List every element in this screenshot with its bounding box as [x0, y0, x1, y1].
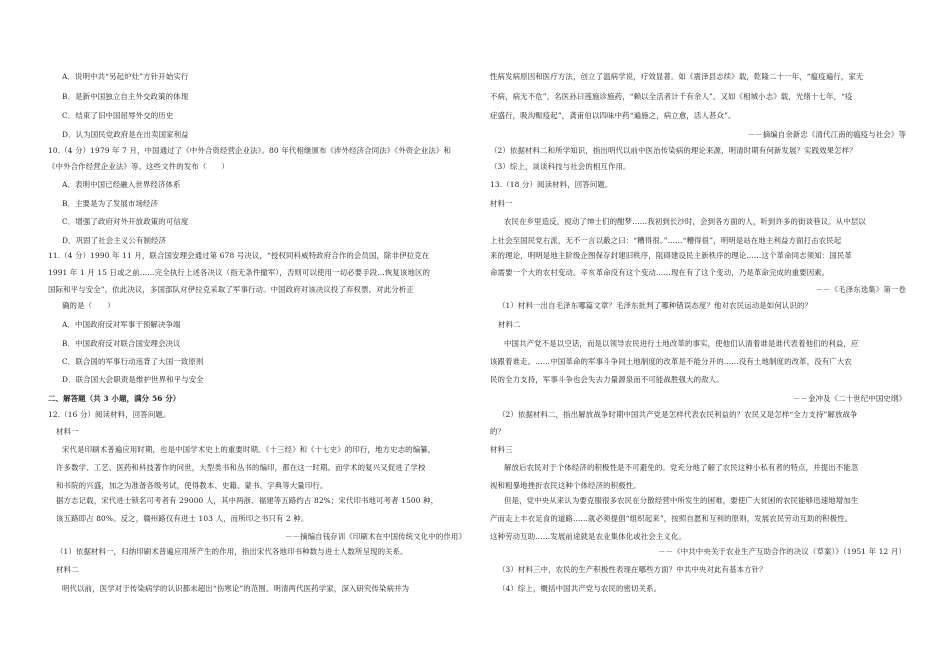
left-text-line: A．表明中国已经融入世界经济体系	[62, 180, 181, 189]
left-text-line: 1991 年 1 月 15 日或之前……完全执行上述各决议（指无条件撤军），否则可以使用一切必要手段…恢复该地区的	[48, 268, 431, 277]
left-text-line: D．巩固了社会主义公有制经济	[62, 236, 167, 245]
right-text-line: 症盛行，吸沟赈疫起”，龚甫伯以四味中药“遍施之，病立愈，活人甚众”。	[490, 111, 736, 120]
left-text-line: 和书院的兴盛，加之为准备各级考试，使得教本、史籍、蒙书、字典等大量印行。	[56, 481, 328, 490]
left-text-line: 材料一	[56, 427, 79, 436]
left-text-line: 10.（4 分）1979 年 7 月，中国通过了《中外合资经营企业法》。80 年代相继颁布《涉外经济合同法》《外资企业法》和	[48, 146, 451, 155]
right-text-line: 这种劳动互助……发展前途就是农业集体化或社会主义化。	[490, 532, 687, 541]
right-text-line: 民的全力支持，军事斗争也会失去力量源泉而不可能战胜强大的敌人。	[490, 375, 724, 384]
left-text-line: 明代以前，医学对于传染病学的认识都未超出“伤寒论”的范围。明清两代医药学家，深入研究传染病并为	[62, 584, 410, 593]
right-text-line: （4）综上，概括中国共产党与农民的密切关系。	[498, 584, 662, 593]
right-text-line: －－金冲及《二十世纪中国史纲》	[792, 394, 906, 403]
left-text-line: －－摘编自钱存训《印刷术在中国传统文化中的作用》	[285, 532, 466, 541]
right-text-line: 不病，病无不危”，名医孙曰莲施诊施药，“赖以全活者计千有余人”。又如《相城小志》载，光绪十七年，“疫	[490, 92, 853, 101]
right-text-line: －－《毛泽东选集》第一卷	[815, 285, 906, 294]
right-text-line: （2）依据材料二和所学知识，指出明代以前中医治传染病的理论来源，明清时期有何新发展？实践效果怎样？	[490, 146, 857, 155]
left-text-line: B．中国政府反对联合国安理会决议	[62, 339, 181, 348]
right-text-line: （3）综上，谈谈科技与社会的相互作用。	[490, 162, 631, 171]
left-text-line: A．中国政府反对军事干预解决争端	[62, 320, 181, 329]
left-text-line: D．认为国民党政府是在出卖国家利益	[62, 130, 189, 139]
left-text-line: 二、解答题（共 3 小题，满分 56 分）	[48, 394, 181, 403]
left-text-line: 材料二	[56, 565, 79, 574]
right-text-line: 农民在乡里造反，搅动了绅士们的酣梦……我初到长沙时，会到各方面的人，听到许多的街谈巷议。从中层以	[504, 217, 866, 226]
left-text-line: 《中外合作经营企业法》等。这些文件的发布（ ）	[48, 162, 229, 171]
right-text-line: 视和粗暴地挫折农民这种个体经济的积极性。	[490, 481, 641, 490]
right-text-line: 该跟着谁走。……中国革命的军事斗争同土地制度的改革是不能分开的……没有土地制度的改革，没有广大农	[490, 357, 852, 366]
right-text-line: 13.（18 分）阅读材料，回答问题。	[490, 180, 613, 189]
left-text-line: 确的是（ ）	[62, 301, 115, 310]
right-text-line: 材料二	[498, 320, 521, 329]
right-text-line: （3）材料三中，农民的生产积极性表现在哪些方面？中共中央对此有基本方针？	[498, 565, 767, 574]
right-text-line: 解放后农民对于个体经济的积极性是不可避免的。党充分地了解了农民这种小私有者的特点，并提出不能忽	[504, 463, 859, 472]
left-text-line: C．联合国的军事行动违背了大国一致原则	[62, 357, 204, 366]
left-text-line: 该五路即占 80%。反之，赣州路仅有进士 103 人，而所印之书只有 2 种。	[56, 514, 309, 523]
left-text-line: 宋代是印刷术普遍应用时期，也是中国学术史上的重要时期。《十三经》和《十七史》的印行，地方史志的编纂，	[62, 445, 436, 454]
left-text-line: 12.（16 分）阅读材料，回答问题。	[48, 410, 171, 419]
left-text-line: 11.（4 分）1990 年 11 月，联合国安理会通过第 678 号决议，“授权同科威特政府合作的会员国，除非伊拉克在	[48, 251, 430, 260]
right-text-line: 的？	[490, 427, 506, 436]
right-text-line: 材料一	[490, 199, 513, 208]
right-text-line: 产而走上丰衣足食的道路……就必须提倡“组织起来”，按照自愿和互利的原则，发展农民劳动互助的积极性。	[490, 514, 853, 523]
right-text-line: 但是，党中央从来认为要克服很多农民在分散经营中所发生的困难，要使广大贫困的农民能够迅速地增加生	[504, 496, 859, 505]
left-text-line: C．增强了政府对外开放政策的可信度	[62, 217, 189, 226]
right-text-line: 来的理论，明明是地主阶级企图保存封建旧秩序，阻碍建设民主新秩序的理论……这个革命同志须知：国民革	[490, 251, 852, 260]
right-text-line: －－摘编自余新忠《清代江南的瘟疫与社会》等	[747, 130, 906, 139]
left-text-line: B．主要是为了发展市场经济	[62, 199, 159, 208]
right-text-line: （1）材料一出自毛泽东哪篇文章？毛泽东批判了哪种错误态度？他对农民运动是如何认识的？	[498, 301, 813, 310]
right-text-line: 命需要一个大的农村变动。辛亥革命没有这个变动……现在有了这个变动，乃是革命完成的重要因素。	[490, 268, 830, 277]
right-text-line: （2）依据材料二，指出解放战争时期中国共产党是怎样代表农民利益的？农民又是怎样“全力支持”解放战争	[498, 410, 858, 419]
left-text-line: 许多数学、工艺、医药和科技著作的问世，大型类书和丛书的编印，都在这一时期。而学术的复兴又促进了学校	[56, 463, 426, 472]
left-text-line: B．是新中国独立自主外交政策的体现	[62, 92, 189, 101]
left-text-line: A．说明中共“另起炉灶”方针开始实行	[62, 72, 189, 81]
right-text-line: 性病发病原因和医疗方法，创立了温病学说，疗效显著。如《震泽县志续》载，乾隆二十一年，“瘟疫遍行，家无	[490, 72, 864, 81]
left-text-line: D．联合国大会职责是维护世界和平与安全	[62, 375, 204, 384]
left-text-line: 国际和平与安全”，依此决议，多国部队对伊拉克采取了军事行动。中国政府对该决议投了弃权票。对此分析正	[48, 285, 414, 294]
left-text-line: （1）依据材料一，归纳印刷术普遍应用所产生的作用，指出宋代各地印书种数与进士人数所呈现的关系。	[56, 547, 408, 556]
right-text-line: 上社会至国民党右派，无不一言以蔽之曰：“糟得很。”……“糟得很”，明明是站在地主利益方面打击农民起	[490, 236, 842, 245]
right-text-line: 材料三	[490, 445, 513, 454]
right-text-line: 中国共产党不是以空话，而是以领导农民进行土地改革的事实，使他们认清着谁是谁代表着他们的利益，应	[504, 339, 859, 348]
right-text-line: －－《中共中央关于农业生产互助合作的决议（草案）》（1951 年 12 月）	[658, 547, 906, 556]
left-text-line: C．结束了旧中国屈辱外交的历史	[62, 111, 174, 120]
left-text-line: 据方志记载，宋代进士锁名可考者有 29000 人，其中两浙、福建等五路约占 82%；宋代印书地可考者 1500 种，	[56, 496, 439, 505]
